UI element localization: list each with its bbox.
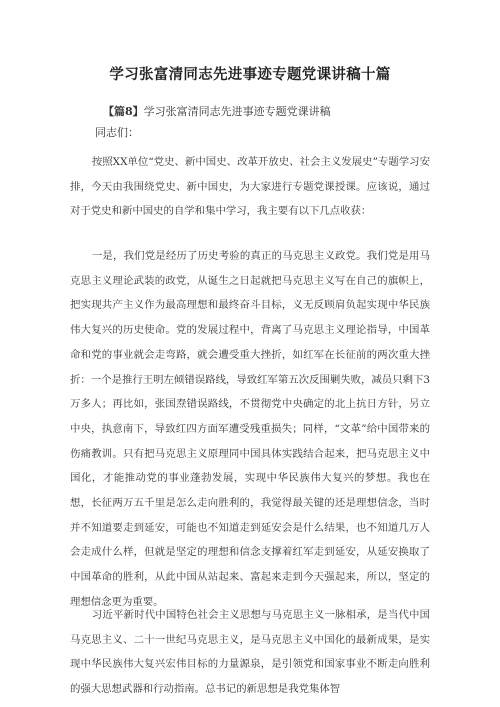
paragraph: 一是，我们党是经历了历史考验的真正的马克思主义政党。我们党是用马克思主义理论武装的政党，从诞生之日起就把马克思主义写在自己的旗帜上，把实现共产主义作为最高理想和最终奋斗目标，义无反顾肩负起实现中华民族伟大复兴的历史使命。党的发展过程中，背离了马克思主义理论指导，中国革命和党的事业就会走弯路，就会遭受重大挫折，如红军在长征前的两次重大挫折：一个是推行王明左倾错误路线，导致红军第五次反围剿失败，减员只剩下3万多人；再比如，张国焘错误路线，不贯彻党中央确定的北上抗日方针，另立中央，执意南下，导致红四方面军遭受残重损失；同样，“文革”给中国带来的伤痛教训。只有把马克思主义原理同中国具体实践结合起来，把马克思主义中国化，才能推动党的事业蓬勃发展，实现中华民族伟大复兴的梦想。我也在想，长征两万五千里是怎么走向胜利的，我觉得最关键的还是理想信念，当时并不知道要走到延安，可能也不知道走到延安会是什么结果，也不知道几万人会走成什么样，但就是坚定的理想和信念支撑着红军走到延安，从延安换取了中国革命的胜利，从此中国从站起来、富起来走到今天强起来，所以，坚定的理想信念更为重要。 bbox=[70, 250, 430, 608]
paragraph: 习近平新时代中国特色社会主义思想与马克思主义一脉相承，是当代中国马克思主义、二十一世纪马克思主义，是马克思主义中国化的最新成果，是实现中华民族伟大复兴宏伟目标的力量源泉，是引领党和国家事业不断走向胜利的强大思想武器和行动指南。总书记的新思想是我党集体智 bbox=[70, 609, 430, 696]
greeting: 同志们： bbox=[95, 126, 139, 139]
section-subtitle-text: 学习张富清同志先进事迹专题党课讲稿 bbox=[143, 105, 331, 118]
section-subtitle bbox=[103, 103, 331, 119]
document-title: 学习张富清同志先进事迹专题党课讲稿十篇 bbox=[109, 67, 391, 83]
paragraph: 按照XX单位“党史、新中国史、改革开放史、社会主义发展史”专题学习安排，今天由我围绕党史、新中国史，为大家进行专题党课授课。应该说，通过对于党史和新中国史的自学和集中学习，我主要有以下几点收获： bbox=[70, 156, 430, 218]
section-tag: 【篇8】 bbox=[103, 105, 144, 118]
